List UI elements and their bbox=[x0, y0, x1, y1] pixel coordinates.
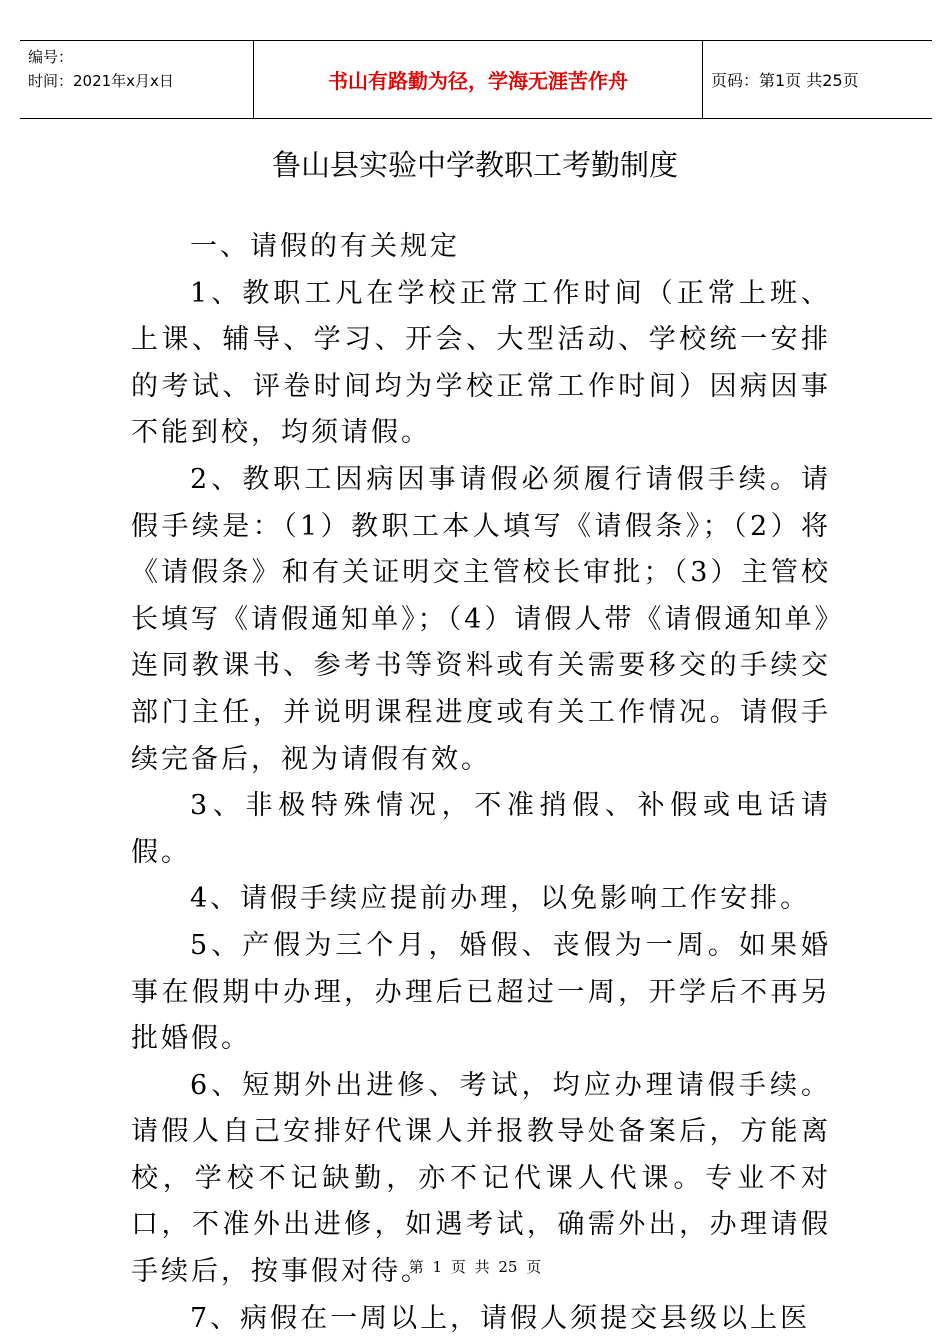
document-number-label: 编号： bbox=[28, 48, 74, 66]
page-header bbox=[20, 40, 932, 119]
header-motto: 书山有路勤为径，学海无涯苦作舟 bbox=[328, 69, 628, 93]
paragraph: 6、短期外出进修、考试，均应办理请假手续。请假人自己安排好代课人并报教导处备案后，方能离校，学校不记缺勤，亦不记代课人代课。专业不对口，不准外出进修，如遇考试，确需外出，办理请假手续后，按事假对待。 bbox=[131, 1069, 831, 1288]
paragraph: 3、非极特殊情况，不准捎假、补假或电话请假。 bbox=[131, 790, 831, 868]
page-footer: 第 1 页 共 25 页 bbox=[408, 1258, 542, 1276]
document-title: 鲁山县实验中学教职工考勤制度 bbox=[271, 148, 678, 182]
paragraph: 4、请假手续应提前办理，以免影响工作安排。 bbox=[190, 883, 811, 915]
paragraph: 7、病假在一周以上，请假人须提交县级以上医 bbox=[190, 1302, 811, 1334]
header-meta-cell bbox=[20, 41, 253, 118]
paragraph: 5、产假为三个月，婚假、丧假为一周。如果婚事在假期中办理，办理后已超过一周，开学后不再另批婚假。 bbox=[131, 929, 831, 1055]
header-motto-cell bbox=[253, 41, 703, 118]
section-heading: 一、请假的有关规定 bbox=[190, 231, 460, 262]
paragraph: 1、教职工凡在学校正常工作时间（正常上班、上课、辅导、学习、开会、大型活动、学校统一安排的考试、评卷时间均为学校正常工作时间）因病因事不能到校，均须请假。 bbox=[131, 277, 831, 449]
header-page-info: 页码：第1页 共25页 bbox=[711, 71, 859, 90]
header-page-cell bbox=[703, 41, 932, 118]
document-body bbox=[131, 224, 831, 1342]
paragraph: 2、教职工因病因事请假必须履行请假手续。请假手续是：（1）教职工本人填写《请假条》；（2）将《请假条》和有关证明交主管校长审批；（3）主管校长填写《请假通知单》；（4）请假人带《请假通知单》连同教课书、参考书等资料或有关需要移交的手续交部门主任，并说明课程进度或有关工作情况。请假手续完备后，视为请假有效。 bbox=[131, 463, 831, 775]
document-time-label: 时间：2021年x月x日 bbox=[28, 72, 174, 90]
